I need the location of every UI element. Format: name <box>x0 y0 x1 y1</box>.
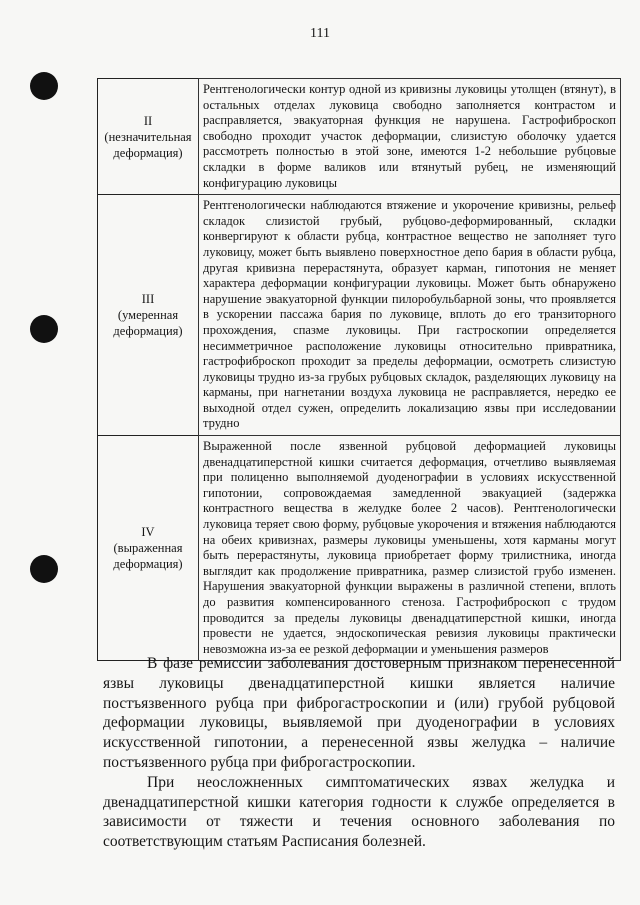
grade-label: (незначительная деформация) <box>104 129 192 160</box>
description-text: Рентгенологически наблюдаются втяжение и укорочение кривизны, рельеф складок слизистой грубый, рубцово-деформированный, складки конвергируют к области рубца, контрастное вещество не заполняет туго луковицу, может быть выявлено поверхностное депо бария в области рубца, другая кривизна перерастянута, образует карман, гипотония не меняет характера деформации конфигурации луковицы. Может быть обнаружено нарушение эвакуаторной функции пилоробульбарной зоны, что проявляется в ускорении пассажа бария по луковице, вплоть до его транзиторного прохождения, спазме луковицы. При гастроскопии определяется несимметричное расположение луковицы относительно привратника, гастрофиброскоп проходит за пределы деформации, осмотреть слизистую луковицы трудно из-за грубых рубцовых складок, разделяющих луковицу на карманы, при нагнетании воздуха луковица не расправляется, нередко ее выходной отдел сужен, определить локализацию язвы при исследовании трудно <box>199 195 620 435</box>
grade-cell <box>98 436 199 661</box>
grade-number: IV <box>141 525 155 540</box>
deformation-grade-table <box>97 78 621 661</box>
grade-cell <box>98 195 199 436</box>
description-text: Выраженной после язвенной рубцовой деформацией луковицы двенадцатиперстной кишки считается деформация, отчетливо выявляемая при полиценно выполняемой дуоденографии в условиях искусственной гипотонии, сопровождаемая замедленной эвакуацией (задержка контрастного вещества в желудке более 2 часов). Рентгенологически луковица теряет свою форму, рубцовые укорочения и втяжения наблюдаются на обеих кривизнах, размеры луковицы уменьшены, хотя карманы могут быть перерастянуты, луковица приобретает форму трилистника, иногда выглядит как продолжение привратника, размер слизистой грубо изменен. Нарушения эвакуаторной функции выражены в различной степени, вплоть до развития компенсированного стеноза. Гастрофиброскоп с трудом проводится за пределы луковицы двенадцатиперстной кишки, иногда провести не удается, эндоскопическая ревизия луковицы практически невозможна из-за ее резкой деформации и уменьшения размеров <box>199 436 620 660</box>
grade-number: II <box>143 113 153 128</box>
body-text <box>103 654 615 852</box>
grade-label: (умеренная деформация) <box>113 308 183 339</box>
grade-cell <box>98 79 199 195</box>
description-cell <box>199 195 621 436</box>
page-number: 111 <box>310 26 330 41</box>
punch-hole-middle <box>30 315 58 343</box>
punch-hole-bottom <box>30 555 58 583</box>
grade-number: III <box>141 292 155 307</box>
description-cell <box>199 436 621 661</box>
description-cell <box>199 79 621 195</box>
punch-hole-top <box>30 72 58 100</box>
table-row <box>98 79 621 195</box>
grade-label: (выраженная деформация) <box>113 541 183 572</box>
paragraph-remission: В фазе ремиссии заболевания достоверным признаком перенесенной язвы луковицы двенадцатиперстной кишки является наличие постъязвенного рубца при фиброгастроскопии и (или) грубой рубцовой деформации луковицы, выявляемой при дуоденографии в условиях искусственной гипотонии, а перенесенной язвы желудка – наличие постъязвенного рубца при фиброгастроскопии. <box>103 655 615 771</box>
description-text: Рентгенологически контур одной из кривизны луковицы утолщен (втянут), в остальных отделах луковица свободно заполняется контрастом и расправляется, эвакуаторная функция не нарушена. Гастрофиброскоп свободно проходит участок деформации, слизистую оболочку удается рассмотреть полностью в этой зоне, имеются 1-2 небольшие рубцовые складки в форме валиков или втянутый рубец, не изменяющий конфигурацию луковицы <box>199 79 620 194</box>
paragraph-fitness-category: При неосложненных симптоматических язвах желудка и двенадцатиперстной кишки категория годности к службе определяется в зависимости от тяжести и течения основного заболевания по соответствующим статьям Расписания болезней. <box>103 773 615 851</box>
table-row <box>98 436 621 661</box>
table-row <box>98 195 621 436</box>
